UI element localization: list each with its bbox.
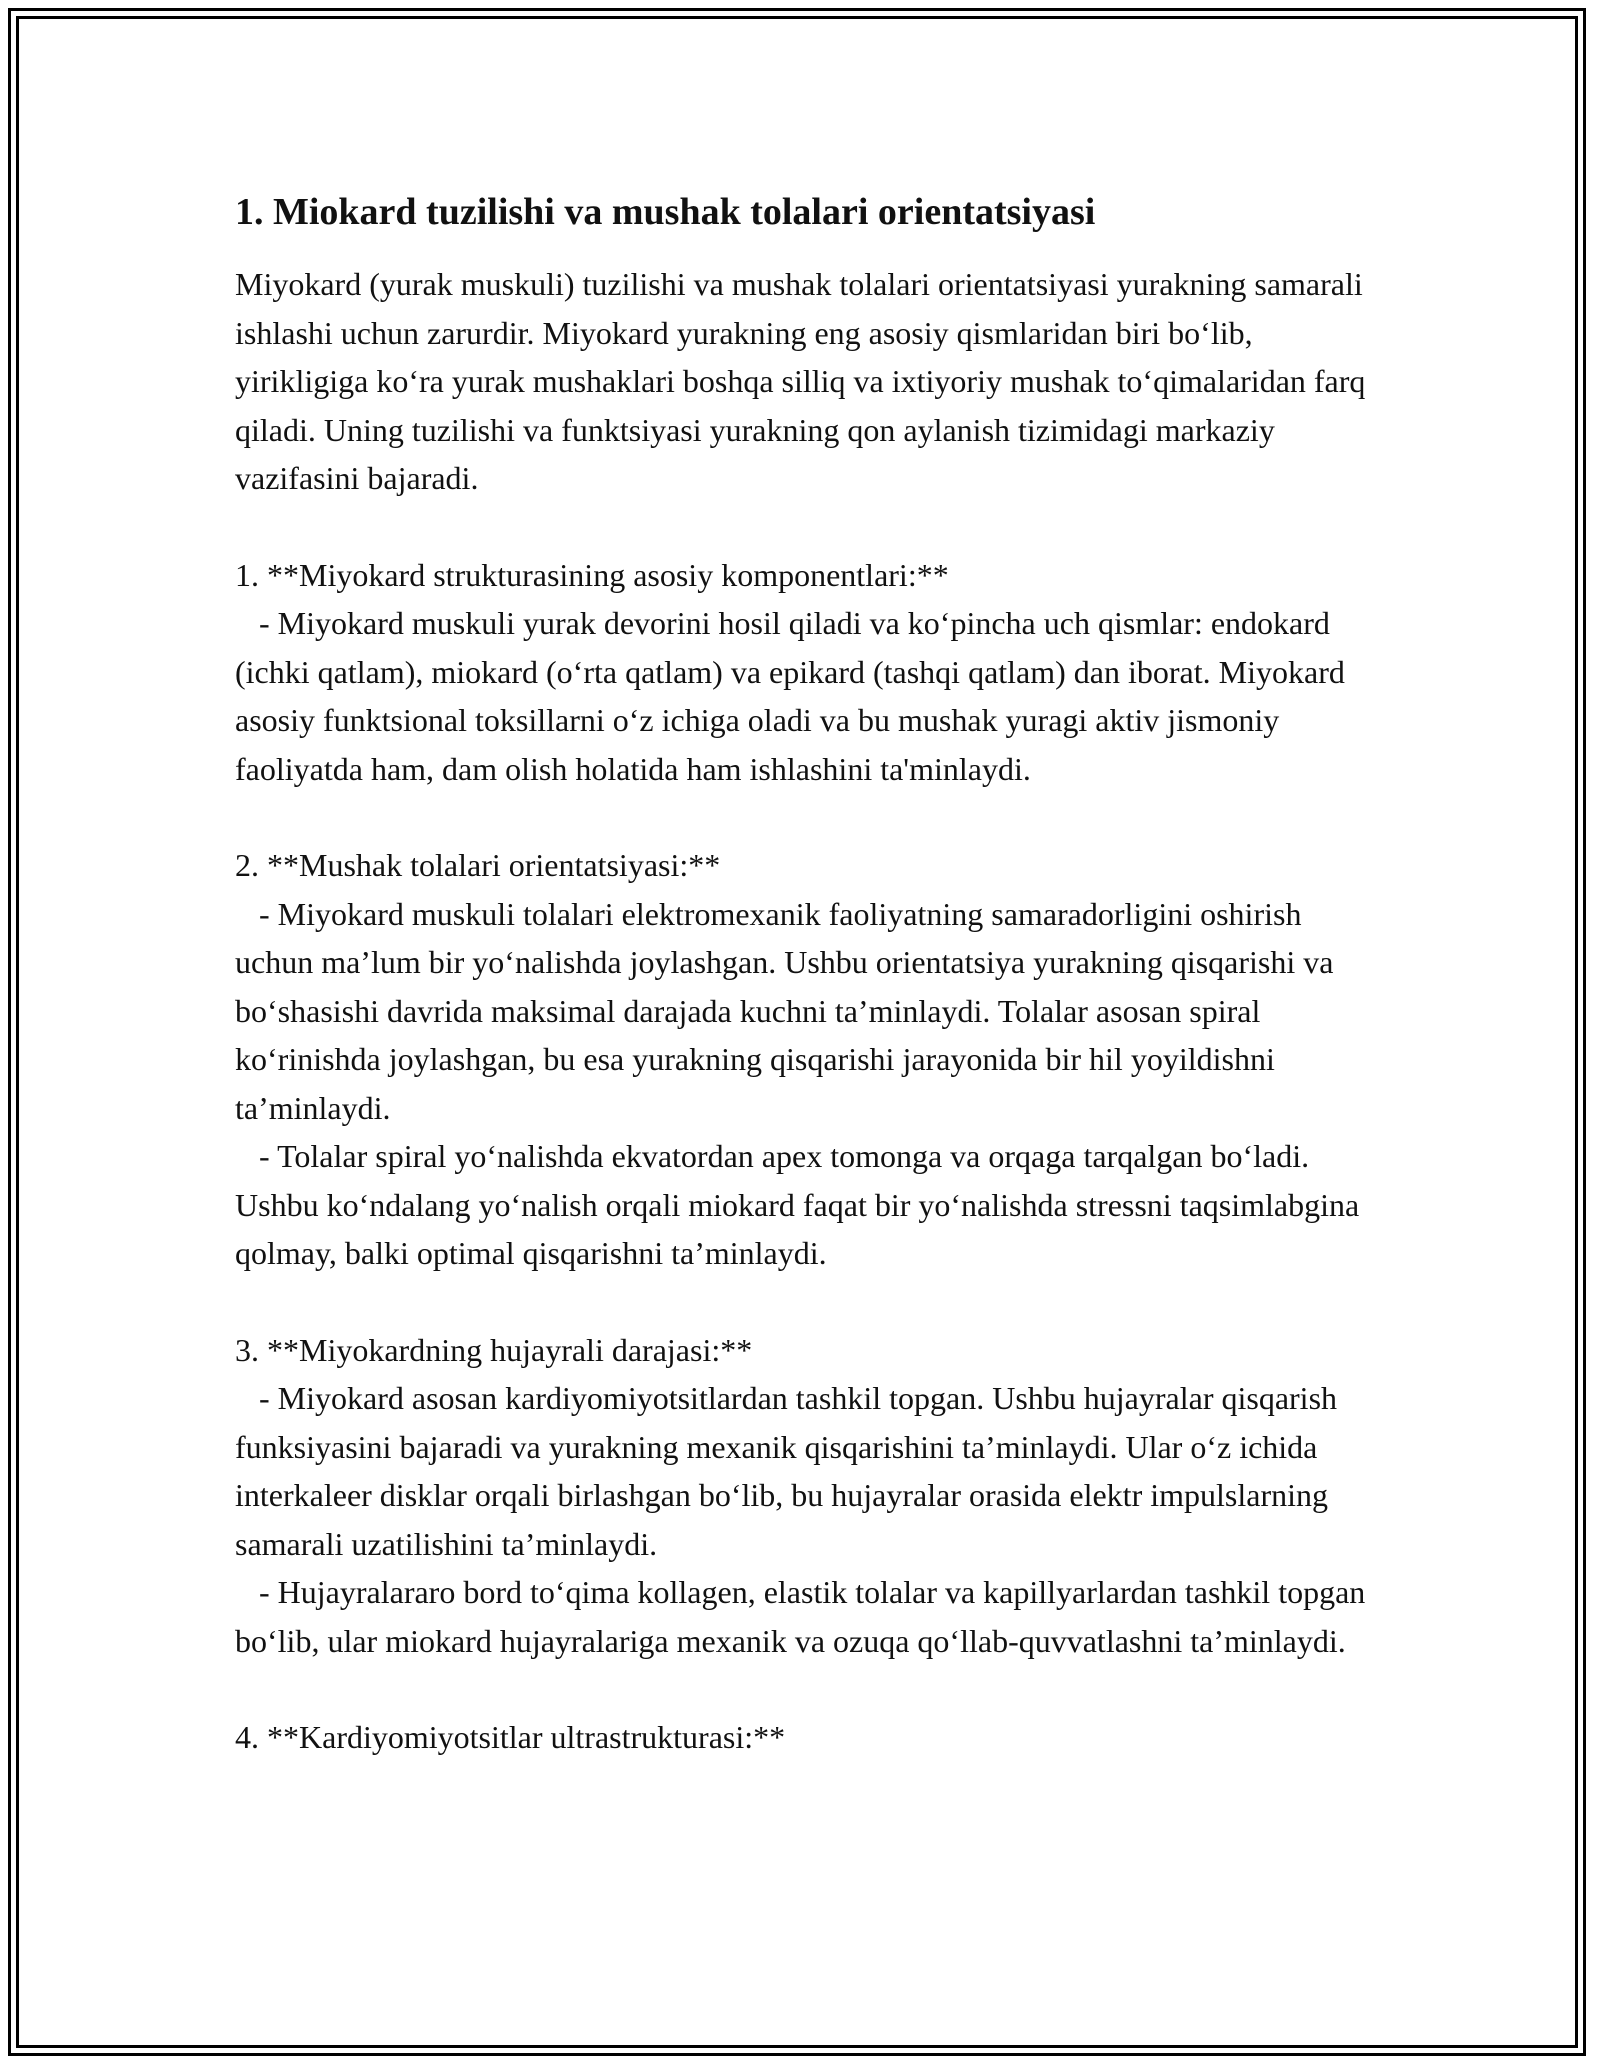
section-item: - Miyokard muskuli tolalari elektromexanik faoliyatning samaradorligini oshirish uchun ma’lum bir yo‘nalishda joylashgan. Ushbu orientatsiya yurakning qisqarishi va bo‘shasishi davrida maksimal darajada kuchni ta’minlaydi. Tolalar asosan spiral ko‘rinishda joylashgan, bu esa yurakning qisqarishi jarayonida bir hil yoyildishni ta’minlaydi.	[235, 895, 1342, 1126]
section-item: - Miyokard asosan kardiyomiyotsitlardan tashkil topgan. Ushbu hujayralar qisqarish funksiyasini bajaradi va yurakning mexanik qisqarishini ta’minlaydi. Ular o‘z ichida interkaleer disklar orqali birlashgan bo‘lib, bu hujayralar orasida elektr impulslarning samarali uzatilishini ta’minlaydi.	[235, 1380, 1346, 1562]
section-heading: 2. **Mushak tolalari orientatsiyasi:**	[235, 847, 721, 883]
section-item: - Miyokard muskuli yurak devorini hosil qiladi va ko‘pincha uch qismlar: endokard (ichki qatlam), miokard (o‘rta qatlam) va epikard (tashqi qatlam) dan iborat. Miyokard asosiy funktsional toksillarni o‘z ichiga oladi va bu mushak yuragi aktiv jismoniy faoliyatda ham, dam olish holatida ham ishlashini ta'minlaydi.	[235, 605, 1353, 787]
paragraph-gap	[235, 1278, 1375, 1326]
section-heading: 3. **Miyokardning hujayrali darajasi:**	[235, 1331, 753, 1368]
section-heading: 1. **Miyokard strukturasining asosiy komponentlari:**	[235, 556, 949, 593]
section-2	[235, 841, 1375, 1278]
paragraph-gap	[235, 793, 1375, 841]
paragraph-gap	[235, 1665, 1375, 1713]
intro-paragraph: Miyokard (yurak muskuli) tuzilishi va mushak tolalari orientatsiyasi yurakning samarali ishlashi uchun zarurdir. Miyokard yurakning eng asosiy qismlaridan biri bo‘lib, yirikligiga ko‘ra yurak mushaklari boshqa silliq va ixtiyoriy mushak to‘qimalaridan farq qiladi. Uning tuzilishi va funktsiyasi yurakning qon aylanish tizimidagi markaziy vazifasini bajaradi.	[235, 266, 1374, 496]
section-3	[235, 1326, 1375, 1666]
section-4	[235, 1713, 1375, 1762]
section-item: - Tolalar spiral yo‘nalishda ekvatordan apex tomonga va orqaga tarqalgan bo‘ladi. Ushbu ko‘ndalang yo‘nalish orqali miokard faqat bir yo‘nalishda stressni taqsimlabgina qolmay, balki optimal qisqarishni ta’minlaydi.	[235, 1138, 1368, 1271]
section-1	[235, 551, 1375, 794]
section-heading: 4. **Kardiyomiyotsitlar ultrastrukturasi:**	[235, 1719, 786, 1755]
document-body	[235, 186, 1375, 1762]
document-title: 1. Miokard tuzilishi va mushak tolalari orientatsiyasi	[235, 191, 1096, 233]
paragraph-gap	[235, 503, 1375, 551]
section-item: - Hujayralararo bord to‘qima kollagen, elastik tolalar va kapillyarlardan tashkil topgan bo‘lib, ular miokard hujayralariga mexanik va ozuqa qo‘llab-quvvatlashni ta’minlaydi.	[235, 1574, 1374, 1659]
